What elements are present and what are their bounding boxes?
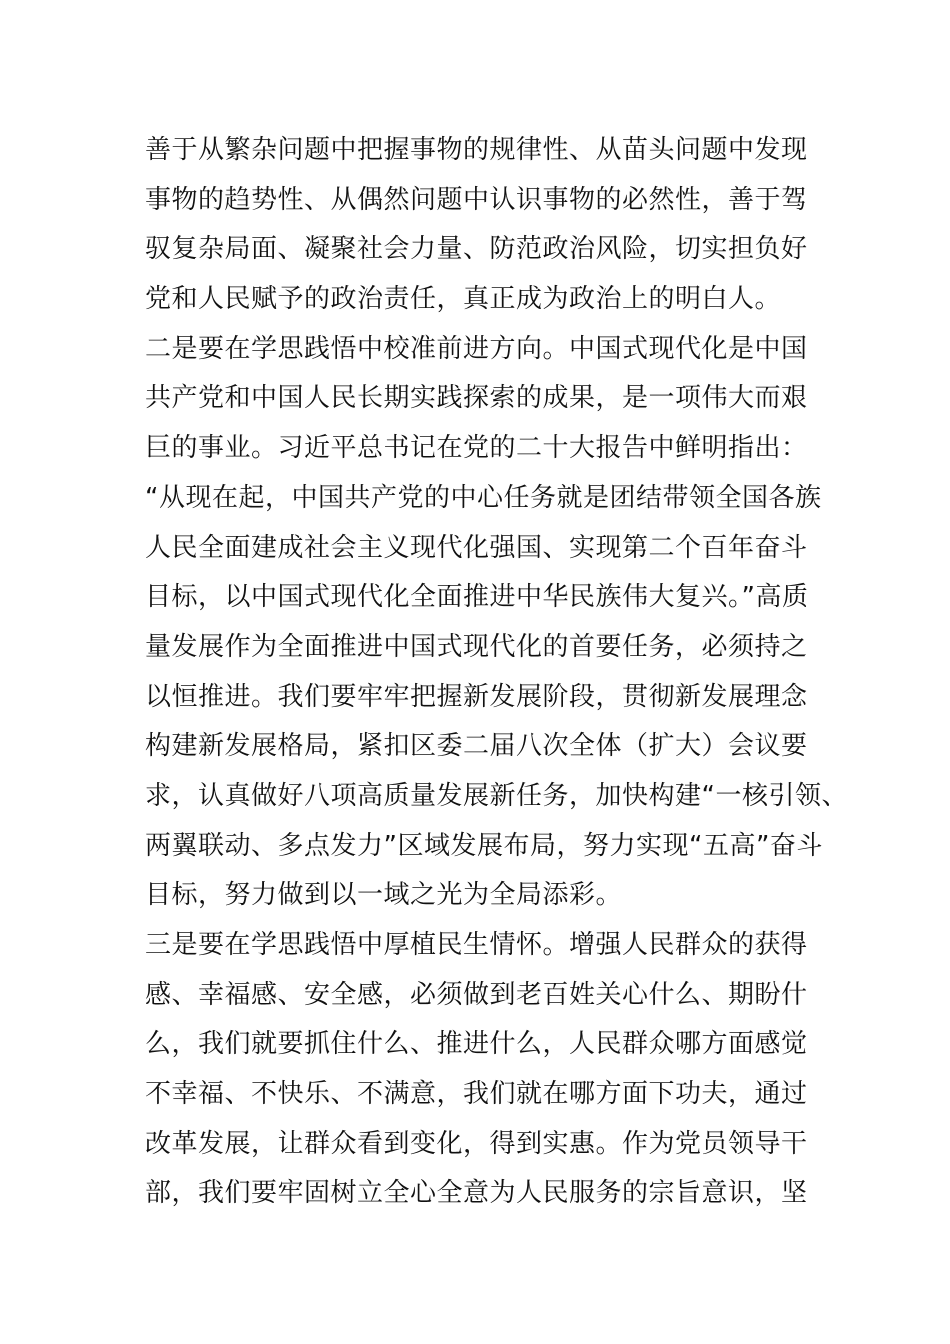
text-line: 巨的事业。习近平总书记在党的二十大报告中鲜明指出： <box>145 433 808 464</box>
paragraph-two-start: 二是要在学思践悟中校准前进方向。中国式现代化是中国 <box>145 333 808 364</box>
text-line: 目标，以中国式现代化全面推进中华民族伟大复兴。”高质 <box>145 582 809 613</box>
text-line: 么，我们就要抓住什么、推进什么，人民群众哪方面感觉 <box>145 1029 808 1060</box>
text-line: “从现在起，中国共产党的中心任务就是团结带领全国各族 <box>145 482 822 513</box>
text-line: 构建新发展格局，紧扣区委二届八次全体（扩大）会议要 <box>145 731 808 762</box>
body-text <box>145 126 848 1219</box>
text-line: 共产党和中国人民长期实践探索的成果，是一项伟大而艰 <box>145 383 808 414</box>
text-line: 人民全面建成社会主义现代化强国、实现第二个百年奋斗 <box>145 532 808 563</box>
text-line: 两翼联动、多点发力”区域发展布局，努力实现“五高”奋斗 <box>145 830 823 861</box>
text-line: 目标，努力做到以一域之光为全局添彩。 <box>145 880 623 911</box>
text-line: 以恒推进。我们要牢牢把握新发展阶段，贯彻新发展理念 <box>145 681 808 712</box>
text-line: 事物的趋势性、从偶然问题中认识事物的必然性，善于驾 <box>145 184 808 215</box>
paragraph-three-start: 三是要在学思践悟中厚植民生情怀。增强人民群众的获得 <box>145 930 808 960</box>
text-line: 善于从繁杂问题中把握事物的规律性、从苗头问题中发现 <box>145 135 808 165</box>
text-line: 求，认真做好八项高质量发展新任务，加快构建“一核引领、 <box>145 780 848 811</box>
text-line: 改革发展，让群众看到变化，得到实惠。作为党员领导干 <box>145 1128 808 1159</box>
text-line: 党和人民赋予的政治责任，真正成为政治上的明白人。 <box>145 284 782 315</box>
text-line: 量发展作为全面推进中国式现代化的首要任务，必须持之 <box>145 631 808 662</box>
text-line: 驭复杂局面、凝聚社会力量、防范政治风险，切实担负好 <box>145 234 808 265</box>
text-line: 感、幸福感、安全感，必须做到老百姓关心什么、期盼什 <box>145 979 808 1010</box>
text-line: 部，我们要牢固树立全心全意为人民服务的宗旨意识，坚 <box>145 1178 808 1209</box>
text-line: 不幸福、不快乐、不满意，我们就在哪方面下功夫，通过 <box>145 1079 808 1110</box>
